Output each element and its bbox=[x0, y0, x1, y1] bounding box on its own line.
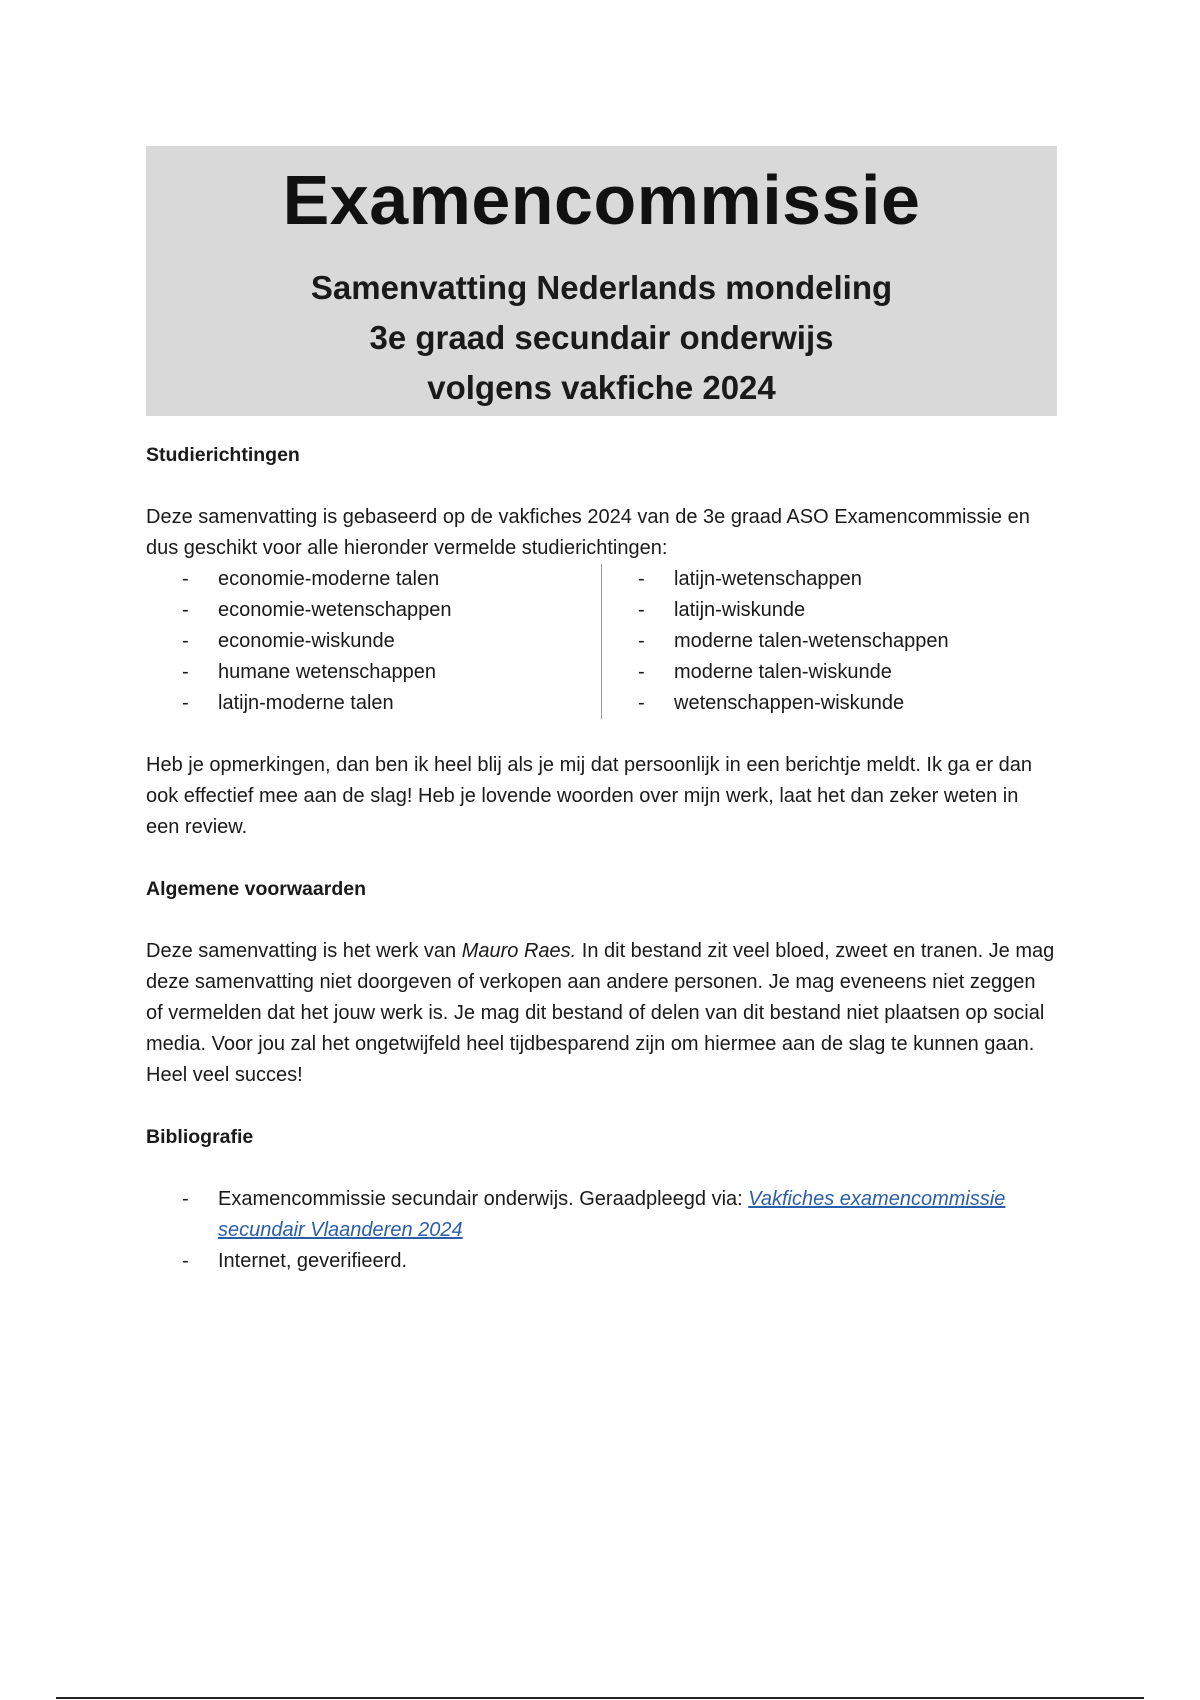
list-item: - Internet, geverifieerd. bbox=[146, 1246, 1057, 1277]
dash-bullet: - bbox=[638, 568, 645, 590]
list-item: - latijn-wiskunde bbox=[602, 595, 1057, 626]
dash-bullet: - bbox=[182, 1188, 189, 1210]
remarks-paragraph: Heb je opmerkingen, dan ben ik heel blij als je mij dat persoonlijk in een berichtje meldt. Ik ga er dan ook effectief mee aan de slag! Heb je lovende woorden over mijn werk, laat het dan zeker weten in een review. bbox=[146, 754, 1033, 838]
list-item: - latijn-moderne talen bbox=[146, 688, 601, 719]
section-heading-bibliografie: Bibliografie bbox=[146, 1126, 254, 1148]
list-item: - economie-wetenschappen bbox=[146, 595, 601, 626]
author-name: Mauro Raes. bbox=[461, 940, 577, 962]
dash-bullet: - bbox=[638, 630, 645, 652]
voorwaarden-paragraph: Deze samenvatting is het werk van Mauro Raes. In dit bestand zit veel bloed, zweet en tranen. Je mag deze samenvatting niet doorgeven of verkopen aan andere personen. Je mag eveneens niet zeggen of vermelden dat het jouw werk is. Je mag dit bestand of delen van dit bestand niet plaatsen op social media. Voor jou zal het ongetwijfeld heel tijdbesparend zijn om hiermee aan de slag te kunnen gaan. Heel veel succes! bbox=[146, 940, 1055, 1086]
list-item: - economie-moderne talen bbox=[146, 564, 601, 595]
dash-bullet: - bbox=[182, 661, 189, 683]
page-subtitle bbox=[146, 263, 1057, 413]
page-title: Examencommissie bbox=[282, 161, 921, 239]
dash-bullet: - bbox=[182, 1250, 189, 1272]
list-item: - moderne talen-wetenschappen bbox=[602, 626, 1057, 657]
dash-bullet: - bbox=[638, 692, 645, 714]
title-box bbox=[146, 146, 1057, 416]
studierichtingen-left-column bbox=[146, 564, 602, 719]
dash-bullet: - bbox=[182, 568, 189, 590]
dash-bullet: - bbox=[638, 599, 645, 621]
list-item: - Examencommissie secundair onderwijs. Geraadpleegd via: Vakfiches examencommissie secundair Vlaanderen 2024 bbox=[146, 1184, 1057, 1246]
list-item: - moderne talen-wiskunde bbox=[602, 657, 1057, 688]
dash-bullet: - bbox=[182, 599, 189, 621]
subtitle-line: 3e graad secundair onderwijs bbox=[369, 318, 834, 356]
dash-bullet: - bbox=[638, 661, 645, 683]
dash-bullet: - bbox=[182, 692, 189, 714]
subtitle-line: volgens vakfiche 2024 bbox=[427, 368, 776, 406]
section-heading-studierichtingen: Studierichtingen bbox=[146, 444, 300, 466]
studierichtingen-right-column bbox=[602, 564, 1057, 719]
studierichtingen-columns bbox=[146, 564, 1057, 719]
vakfiches-link[interactable]: Vakfiches examencommissie secundair Vlaanderen 2024 bbox=[218, 1188, 1006, 1241]
document-body bbox=[146, 440, 1057, 1277]
list-item: - latijn-wetenschappen bbox=[602, 564, 1057, 595]
section-heading-voorwaarden: Algemene voorwaarden bbox=[146, 878, 366, 900]
footer-divider bbox=[56, 1697, 1144, 1699]
list-item: - humane wetenschappen bbox=[146, 657, 601, 688]
list-item: - wetenschappen-wiskunde bbox=[602, 688, 1057, 719]
dash-bullet: - bbox=[182, 630, 189, 652]
subtitle-line: Samenvatting Nederlands mondeling bbox=[310, 268, 893, 306]
studierichtingen-intro: Deze samenvatting is gebaseerd op de vakfiches 2024 van de 3e graad ASO Examencommissie en dus geschikt voor alle hieronder vermelde studierichtingen: bbox=[146, 506, 1030, 559]
bibliography-list bbox=[146, 1184, 1057, 1277]
list-item: - economie-wiskunde bbox=[146, 626, 601, 657]
